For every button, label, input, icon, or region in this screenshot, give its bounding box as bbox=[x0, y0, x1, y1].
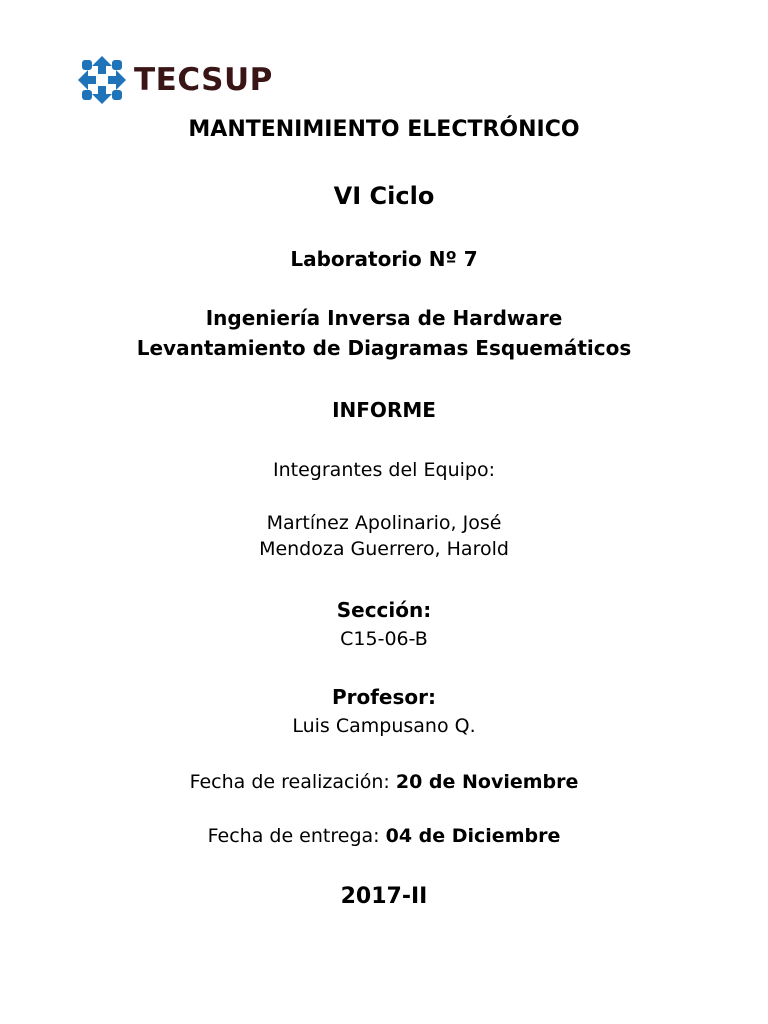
term: 2017-II bbox=[340, 884, 428, 909]
date-due bbox=[0, 825, 768, 847]
team-label: Integrantes del Equipo: bbox=[273, 459, 495, 481]
tecsup-logo-icon bbox=[76, 54, 128, 106]
lab-number: Laboratorio Nº 7 bbox=[290, 247, 478, 271]
member-1: Martínez Apolinario, José bbox=[266, 512, 502, 534]
date-done-value: 20 de Noviembre bbox=[395, 771, 579, 793]
topic-line-1: Ingeniería Inversa de Hardware bbox=[205, 306, 563, 330]
member-2: Mendoza Guerrero, Harold bbox=[259, 538, 509, 560]
date-due-label: Fecha de entrega: bbox=[207, 825, 386, 847]
date-done bbox=[0, 771, 768, 793]
tecsup-logo-text: TECSUP bbox=[134, 62, 273, 98]
section-label: Sección: bbox=[336, 598, 432, 622]
section-value: C15-06-B bbox=[340, 628, 428, 650]
course-title: MANTENIMIENTO ELECTRÓNICO bbox=[188, 117, 580, 142]
professor-value: Luis Campusano Q. bbox=[292, 715, 476, 737]
professor-label: Profesor: bbox=[331, 685, 437, 709]
report-heading: INFORME bbox=[332, 398, 436, 422]
tecsup-logo bbox=[76, 54, 273, 106]
cycle: VI Ciclo bbox=[333, 182, 435, 210]
topic-line-2: Levantamiento de Diagramas Esquemáticos bbox=[136, 336, 632, 360]
date-done-label: Fecha de realización: bbox=[189, 771, 396, 793]
date-due-value: 04 de Diciembre bbox=[385, 825, 561, 847]
